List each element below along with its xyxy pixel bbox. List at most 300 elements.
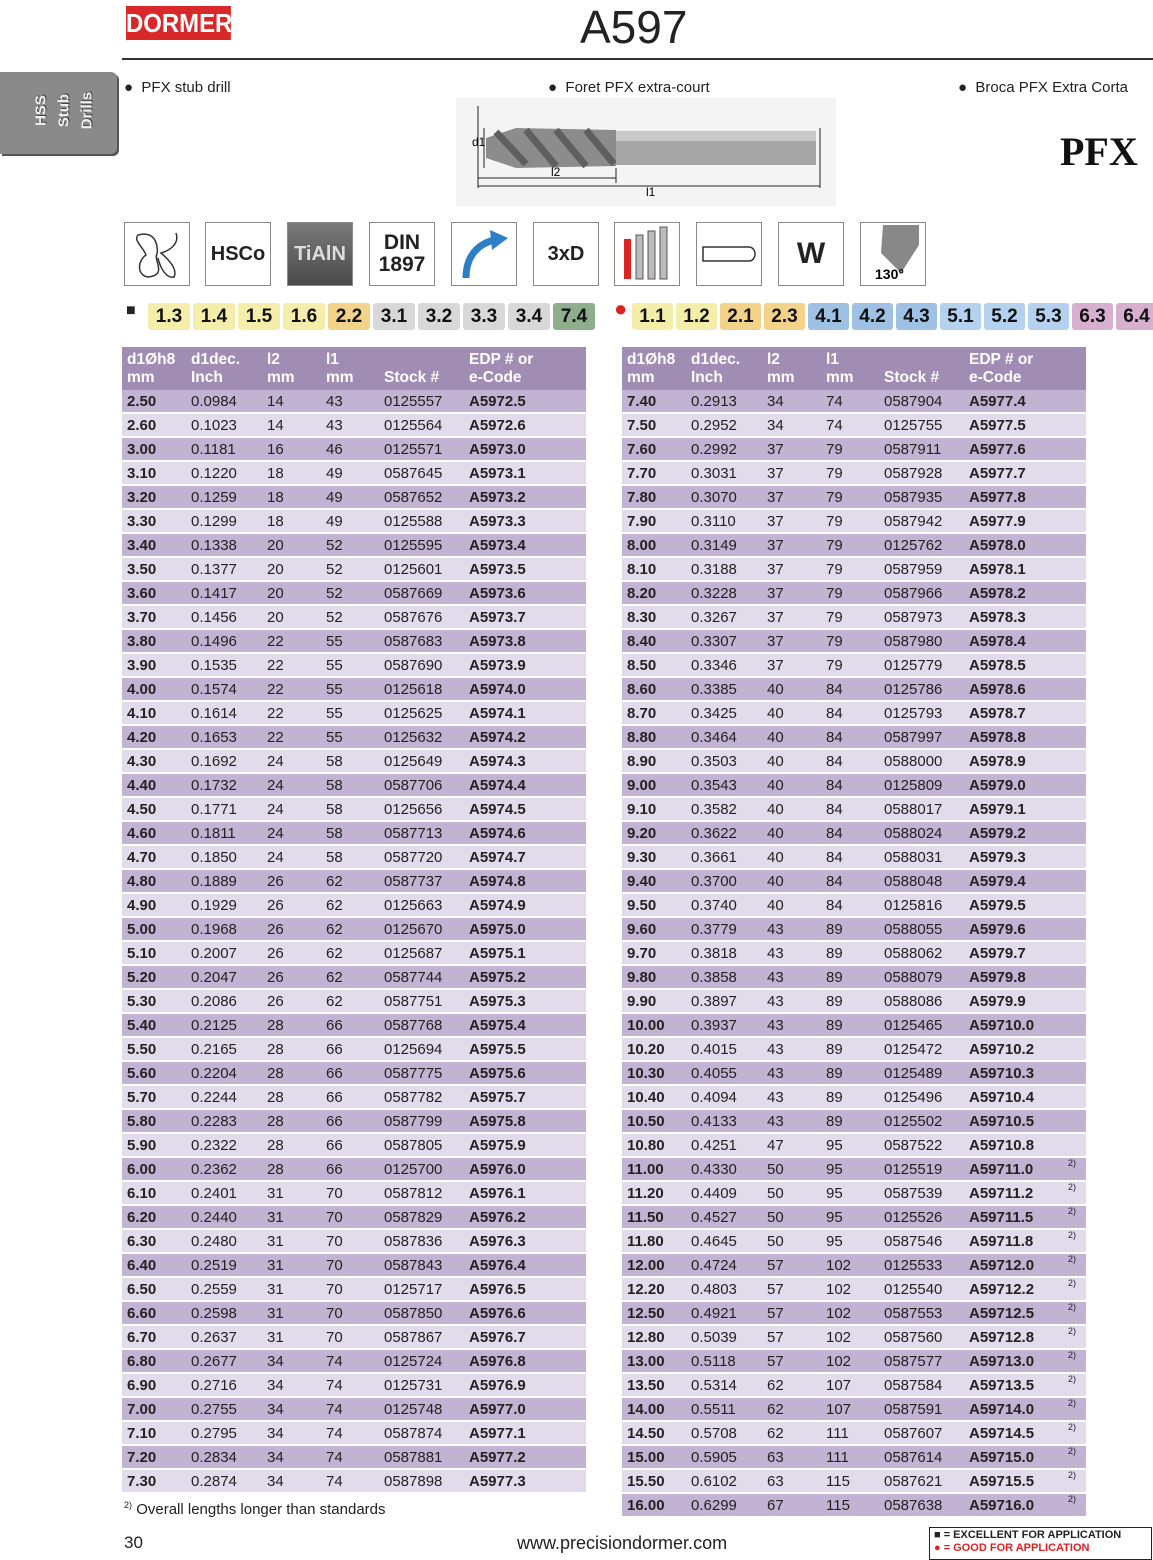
cell-stock-number: 0125601: [379, 557, 464, 581]
cell-footnote: [561, 893, 586, 917]
cell-diameter-mm: 14.50: [622, 1421, 686, 1445]
table-row: [122, 1109, 586, 1133]
cell-diameter-inch: 0.3897: [686, 989, 762, 1013]
cell-diameter-inch: 0.1417: [186, 581, 262, 605]
table-row: [622, 605, 1086, 629]
cell-diameter-inch: 0.5118: [686, 1349, 762, 1373]
cell-overall-length: 89: [821, 917, 879, 941]
cell-diameter-inch: 0.3464: [686, 725, 762, 749]
cell-flute-length: 28: [262, 1013, 321, 1037]
cell-overall-length: 58: [321, 821, 379, 845]
cell-flute-length: 40: [762, 725, 821, 749]
cell-diameter-inch: 0.3110: [686, 509, 762, 533]
cell-diameter-mm: 11.50: [622, 1205, 686, 1229]
cell-edp-code: A5975.4: [464, 1013, 561, 1037]
cell-footnote: [561, 1181, 586, 1205]
cell-overall-length: 55: [321, 701, 379, 725]
cell-overall-length: 74: [321, 1349, 379, 1373]
cell-flute-length: 57: [762, 1325, 821, 1349]
cell-stock-number: 0587546: [879, 1229, 964, 1253]
cell-edp-code: A5974.8: [464, 869, 561, 893]
cell-diameter-mm: 5.80: [122, 1109, 186, 1133]
cell-flute-length: 47: [762, 1133, 821, 1157]
cell-stock-number: 0587652: [379, 485, 464, 509]
material-good-4-2: 4.2: [852, 303, 893, 330]
cell-footnote: 2): [1061, 1469, 1086, 1493]
cell-edp-code: A59714.0: [964, 1397, 1061, 1421]
table-row: [122, 1445, 586, 1469]
cell-flute-length: 26: [262, 869, 321, 893]
cell-edp-code: A59716.0: [964, 1493, 1061, 1517]
cell-footnote: 2): [1061, 1325, 1086, 1349]
cell-diameter-mm: 12.00: [622, 1253, 686, 1277]
cell-footnote: [561, 845, 586, 869]
cell-diameter-mm: 7.30: [122, 1469, 186, 1493]
cell-stock-number: 0587706: [379, 773, 464, 797]
cell-stock-number: 0587782: [379, 1085, 464, 1109]
cell-footnote: [561, 821, 586, 845]
cell-edp-code: A5974.2: [464, 725, 561, 749]
cell-flute-length: 24: [262, 845, 321, 869]
cell-footnote: 2): [1061, 1349, 1086, 1373]
cell-diameter-mm: 7.20: [122, 1445, 186, 1469]
cell-flute-length: 22: [262, 677, 321, 701]
material-good-1-2: 1.2: [676, 303, 717, 330]
cell-stock-number: 0125755: [879, 413, 964, 437]
cell-overall-length: 70: [321, 1205, 379, 1229]
cell-footnote: [561, 1253, 586, 1277]
cell-diameter-mm: 10.80: [622, 1133, 686, 1157]
cell-stock-number: 0587584: [879, 1373, 964, 1397]
side-tab-line3: Drills: [78, 91, 96, 130]
material-good-4-3: 4.3: [896, 303, 937, 330]
table-row: [122, 845, 586, 869]
material-good-4-1: 4.1: [808, 303, 849, 330]
cell-flute-length: 22: [262, 629, 321, 653]
cell-diameter-inch: 0.1338: [186, 533, 262, 557]
cell-flute-length: 37: [762, 533, 821, 557]
cell-footnote: [1061, 773, 1086, 797]
cell-overall-length: 89: [821, 1013, 879, 1037]
cell-diameter-inch: 0.1535: [186, 653, 262, 677]
cell-footnote: [1061, 653, 1086, 677]
cell-diameter-inch: 0.6299: [686, 1493, 762, 1517]
cell-overall-length: 107: [821, 1397, 879, 1421]
side-tab-line1: HSS: [32, 95, 50, 126]
cell-edp-code: A5978.8: [964, 725, 1061, 749]
table-row: [622, 1205, 1086, 1229]
cell-stock-number: 0125779: [879, 653, 964, 677]
cell-overall-length: 66: [321, 1157, 379, 1181]
cell-edp-code: A5973.5: [464, 557, 561, 581]
cell-footnote: 2): [1061, 1253, 1086, 1277]
cell-footnote: [1061, 1133, 1086, 1157]
cell-diameter-inch: 0.4015: [686, 1037, 762, 1061]
cell-footnote: [1061, 989, 1086, 1013]
cell-flute-length: 40: [762, 893, 821, 917]
cylindrical-shank-icon: [696, 222, 762, 286]
cell-overall-length: 43: [321, 390, 379, 413]
table-row: [622, 725, 1086, 749]
cell-edp-code: A59712.5: [964, 1301, 1061, 1325]
table-row: [622, 773, 1086, 797]
cell-edp-code: A5974.5: [464, 797, 561, 821]
table-row: [122, 773, 586, 797]
cell-stock-number: 0587928: [879, 461, 964, 485]
cell-diameter-inch: 0.3858: [686, 965, 762, 989]
cell-flute-length: 24: [262, 797, 321, 821]
col-header-l1: l1 mm: [821, 347, 879, 390]
table-row: [122, 701, 586, 725]
cell-overall-length: 74: [321, 1445, 379, 1469]
table-row: [122, 413, 586, 437]
section-tab-hss-stub-drills[interactable]: [0, 72, 117, 154]
cell-diameter-mm: 6.70: [122, 1325, 186, 1349]
table-row: [622, 1373, 1086, 1397]
cell-flute-length: 14: [262, 413, 321, 437]
cell-overall-length: 84: [821, 749, 879, 773]
cell-edp-code: A5976.0: [464, 1157, 561, 1181]
cell-flute-length: 31: [262, 1301, 321, 1325]
cell-diameter-mm: 6.30: [122, 1229, 186, 1253]
cell-overall-length: 62: [321, 941, 379, 965]
cell-diameter-mm: 10.00: [622, 1013, 686, 1037]
cell-stock-number: 0587904: [879, 390, 964, 413]
cell-stock-number: 0125472: [879, 1037, 964, 1061]
cell-edp-code: A5979.4: [964, 869, 1061, 893]
cell-edp-code: A5976.1: [464, 1181, 561, 1205]
cell-overall-length: 66: [321, 1085, 379, 1109]
cell-overall-length: 55: [321, 677, 379, 701]
col-header-stock: Stock #: [879, 347, 964, 390]
cell-stock-number: 0587980: [879, 629, 964, 653]
table-row: [122, 1133, 586, 1157]
cell-stock-number: 0125489: [879, 1061, 964, 1085]
cell-diameter-inch: 0.1259: [186, 485, 262, 509]
cell-overall-length: 111: [821, 1421, 879, 1445]
din-label: DIN: [383, 231, 421, 254]
cell-footnote: [1061, 1061, 1086, 1085]
cell-footnote: 2): [1061, 1229, 1086, 1253]
cell-footnote: [561, 989, 586, 1013]
cell-flute-length: 40: [762, 773, 821, 797]
cell-flute-length: 24: [262, 821, 321, 845]
cell-footnote: [1061, 845, 1086, 869]
cell-stock-number: 0125533: [879, 1253, 964, 1277]
cell-footnote: [1061, 797, 1086, 821]
cell-stock-number: 0587799: [379, 1109, 464, 1133]
cell-diameter-inch: 0.0984: [186, 390, 262, 413]
cell-flute-length: 28: [262, 1061, 321, 1085]
cell-diameter-inch: 0.2244: [186, 1085, 262, 1109]
cell-diameter-inch: 0.2322: [186, 1133, 262, 1157]
cell-footnote: [561, 461, 586, 485]
good-dot-marker: ●: [614, 296, 628, 321]
cell-diameter-mm: 9.70: [622, 941, 686, 965]
material-good-2-1: 2.1: [720, 303, 761, 330]
cell-footnote: [561, 1013, 586, 1037]
col-header-l2: l2 mm: [262, 347, 321, 390]
cell-flute-length: 34: [262, 1421, 321, 1445]
cell-diameter-inch: 0.4645: [686, 1229, 762, 1253]
cell-overall-length: 58: [321, 749, 379, 773]
cell-flute-length: 43: [762, 965, 821, 989]
cell-flute-length: 37: [762, 557, 821, 581]
table-row: [622, 965, 1086, 989]
cell-stock-number: 0125816: [879, 893, 964, 917]
cell-footnote: [561, 629, 586, 653]
cell-stock-number: 0587614: [879, 1445, 964, 1469]
cell-diameter-mm: 9.60: [622, 917, 686, 941]
cell-stock-number: 0125694: [379, 1037, 464, 1061]
cell-edp-code: A5977.5: [964, 413, 1061, 437]
pfx-series-mark: PFX: [1060, 129, 1138, 174]
cell-diameter-mm: 6.60: [122, 1301, 186, 1325]
cell-flute-length: 20: [262, 533, 321, 557]
table-row: [122, 677, 586, 701]
material-good-2-3: 2.3: [764, 303, 805, 330]
cell-diameter-mm: 4.20: [122, 725, 186, 749]
cell-diameter-mm: 6.00: [122, 1157, 186, 1181]
table-row: [622, 869, 1086, 893]
cell-diameter-inch: 0.2165: [186, 1037, 262, 1061]
cell-flute-length: 20: [262, 605, 321, 629]
cell-diameter-mm: 10.40: [622, 1085, 686, 1109]
cell-stock-number: 0125540: [879, 1277, 964, 1301]
table-row: [622, 845, 1086, 869]
page-number: 30: [124, 1533, 143, 1552]
cell-stock-number: 0587621: [879, 1469, 964, 1493]
cell-diameter-mm: 7.60: [622, 437, 686, 461]
cell-overall-length: 55: [321, 725, 379, 749]
cell-flute-length: 57: [762, 1349, 821, 1373]
label-d1: d1: [472, 135, 486, 149]
cell-diameter-mm: 9.10: [622, 797, 686, 821]
cell-stock-number: 0588079: [879, 965, 964, 989]
cell-diameter-mm: 4.60: [122, 821, 186, 845]
col-header-l2: l2 mm: [762, 347, 821, 390]
cell-overall-length: 107: [821, 1373, 879, 1397]
cell-flute-length: 34: [262, 1445, 321, 1469]
cell-footnote: [1061, 629, 1086, 653]
website-link[interactable]: www.precisiondormer.com: [517, 1533, 728, 1553]
cell-diameter-mm: 16.00: [622, 1493, 686, 1517]
cell-footnote: 2): [1061, 1373, 1086, 1397]
cell-stock-number: 0587935: [879, 485, 964, 509]
cell-diameter-mm: 8.70: [622, 701, 686, 725]
cell-diameter-mm: 5.40: [122, 1013, 186, 1037]
material-good-6-3: 6.3: [1072, 303, 1113, 330]
cell-diameter-inch: 0.2362: [186, 1157, 262, 1181]
cell-flute-length: 40: [762, 701, 821, 725]
cell-stock-number: 0588000: [879, 749, 964, 773]
cell-diameter-inch: 0.5511: [686, 1397, 762, 1421]
cell-diameter-mm: 3.00: [122, 437, 186, 461]
cell-edp-code: A5977.3: [464, 1469, 561, 1493]
cell-flute-length: 43: [762, 917, 821, 941]
table-row: [122, 437, 586, 461]
cell-flute-length: 43: [762, 1013, 821, 1037]
cell-edp-code: A59710.4: [964, 1085, 1061, 1109]
table-row: [622, 653, 1086, 677]
cell-stock-number: 0125526: [879, 1205, 964, 1229]
cell-overall-length: 70: [321, 1325, 379, 1349]
cell-flute-length: 62: [762, 1373, 821, 1397]
cell-footnote: 2): [1061, 1421, 1086, 1445]
cell-diameter-mm: 6.90: [122, 1373, 186, 1397]
cell-diameter-inch: 0.3070: [686, 485, 762, 509]
cell-diameter-inch: 0.1968: [186, 917, 262, 941]
cell-overall-length: 95: [821, 1133, 879, 1157]
cell-footnote: [1061, 725, 1086, 749]
cell-flute-length: 40: [762, 821, 821, 845]
cell-stock-number: 0125786: [879, 677, 964, 701]
table-row: [622, 390, 1086, 413]
cell-diameter-inch: 0.3543: [686, 773, 762, 797]
cell-overall-length: 84: [821, 845, 879, 869]
cell-diameter-mm: 12.20: [622, 1277, 686, 1301]
table-row: [622, 1085, 1086, 1109]
cell-footnote: [561, 701, 586, 725]
table-row: [622, 1493, 1086, 1517]
cell-stock-number: 0587881: [379, 1445, 464, 1469]
cell-overall-length: 66: [321, 1061, 379, 1085]
cell-flute-length: 63: [762, 1469, 821, 1493]
cell-stock-number: 0587669: [379, 581, 464, 605]
cell-diameter-inch: 0.1929: [186, 893, 262, 917]
cell-diameter-mm: 9.80: [622, 965, 686, 989]
cell-edp-code: A5974.4: [464, 773, 561, 797]
table-row: [122, 629, 586, 653]
table-row: [122, 989, 586, 1013]
right-hand-cutting-icon: [451, 222, 517, 286]
cell-footnote: [561, 1277, 586, 1301]
table-row: [622, 509, 1086, 533]
cell-flute-length: 18: [262, 509, 321, 533]
cell-diameter-inch: 0.3937: [686, 1013, 762, 1037]
cell-flute-length: 18: [262, 485, 321, 509]
cell-stock-number: 0587843: [379, 1253, 464, 1277]
cell-overall-length: 79: [821, 605, 879, 629]
cell-stock-number: 0587911: [879, 437, 964, 461]
cell-flute-length: 43: [762, 1061, 821, 1085]
cell-edp-code: A5973.4: [464, 533, 561, 557]
description-es: ● Broca PFX Extra Corta: [958, 79, 1128, 96]
cell-footnote: [561, 1085, 586, 1109]
cell-overall-length: 62: [321, 989, 379, 1013]
cell-overall-length: 95: [821, 1181, 879, 1205]
cell-stock-number: 0125762: [879, 533, 964, 557]
cell-diameter-mm: 8.00: [622, 533, 686, 557]
cell-footnote: [1061, 461, 1086, 485]
cell-diameter-mm: 7.50: [622, 413, 686, 437]
cell-edp-code: A5976.8: [464, 1349, 561, 1373]
col-header-l1: l1 mm: [321, 347, 379, 390]
col-header-d1: d1Øh8 mm: [622, 347, 686, 390]
cell-stock-number: 0587942: [879, 509, 964, 533]
cell-stock-number: 0125557: [379, 390, 464, 413]
cell-flute-length: 26: [262, 965, 321, 989]
table-row: [122, 557, 586, 581]
table-row: [122, 965, 586, 989]
cell-diameter-inch: 0.1850: [186, 845, 262, 869]
cell-flute-length: 34: [262, 1349, 321, 1373]
cell-diameter-mm: 4.00: [122, 677, 186, 701]
cell-flute-length: 22: [262, 653, 321, 677]
table-row: [622, 1037, 1086, 1061]
cell-diameter-mm: 5.70: [122, 1085, 186, 1109]
cell-edp-code: A5976.4: [464, 1253, 561, 1277]
table-row: [122, 1397, 586, 1421]
cell-footnote: [1061, 821, 1086, 845]
cell-footnote: [561, 1421, 586, 1445]
cell-edp-code: A5973.3: [464, 509, 561, 533]
cell-footnote: [561, 1301, 586, 1325]
table-row: [122, 485, 586, 509]
cell-edp-code: A5974.9: [464, 893, 561, 917]
cell-edp-code: A59713.5: [964, 1373, 1061, 1397]
cell-diameter-inch: 0.2795: [186, 1421, 262, 1445]
cell-diameter-inch: 0.1889: [186, 869, 262, 893]
cell-edp-code: A5973.9: [464, 653, 561, 677]
cell-footnote: [1061, 509, 1086, 533]
cell-edp-code: A59715.0: [964, 1445, 1061, 1469]
cell-flute-length: 26: [262, 941, 321, 965]
cell-diameter-mm: 2.60: [122, 413, 186, 437]
cell-diameter-inch: 0.3228: [686, 581, 762, 605]
cell-diameter-mm: 9.30: [622, 845, 686, 869]
cell-overall-length: 84: [821, 773, 879, 797]
table-row: [122, 749, 586, 773]
cell-footnote: 2): [1061, 1397, 1086, 1421]
cell-edp-code: A5977.6: [964, 437, 1061, 461]
cell-stock-number: 0587683: [379, 629, 464, 653]
cell-stock-number: 0587836: [379, 1229, 464, 1253]
cell-edp-code: A5978.9: [964, 749, 1061, 773]
table-row: [622, 485, 1086, 509]
cell-flute-length: 40: [762, 677, 821, 701]
col-header-d1: d1Øh8 mm: [122, 347, 186, 390]
cell-diameter-mm: 8.40: [622, 629, 686, 653]
cell-diameter-mm: 13.00: [622, 1349, 686, 1373]
split-point-icon: [124, 222, 190, 286]
material-excellent-2-2: 2.2: [328, 303, 370, 330]
cell-flute-length: 37: [762, 605, 821, 629]
cell-stock-number: 0587744: [379, 965, 464, 989]
cell-footnote: [1061, 413, 1086, 437]
cell-edp-code: A5979.7: [964, 941, 1061, 965]
cell-diameter-mm: 6.20: [122, 1205, 186, 1229]
cell-footnote: [1061, 557, 1086, 581]
table-row: [122, 1037, 586, 1061]
cell-footnote: [561, 1061, 586, 1085]
cell-diameter-mm: 4.80: [122, 869, 186, 893]
excellent-square-marker: ■: [126, 302, 136, 319]
cell-edp-code: A5979.3: [964, 845, 1061, 869]
cell-overall-length: 74: [321, 1373, 379, 1397]
cell-flute-length: 34: [762, 390, 821, 413]
material-excellent-3-2: 3.2: [418, 303, 460, 330]
cell-diameter-inch: 0.2874: [186, 1469, 262, 1493]
cell-flute-length: 28: [262, 1157, 321, 1181]
cell-diameter-inch: 0.4527: [686, 1205, 762, 1229]
cell-stock-number: 0587690: [379, 653, 464, 677]
cell-flute-length: 67: [762, 1493, 821, 1517]
cell-flute-length: 31: [262, 1229, 321, 1253]
cell-overall-length: 79: [821, 581, 879, 605]
cell-edp-code: A59715.5: [964, 1469, 1061, 1493]
product-table-left: [122, 347, 586, 1494]
